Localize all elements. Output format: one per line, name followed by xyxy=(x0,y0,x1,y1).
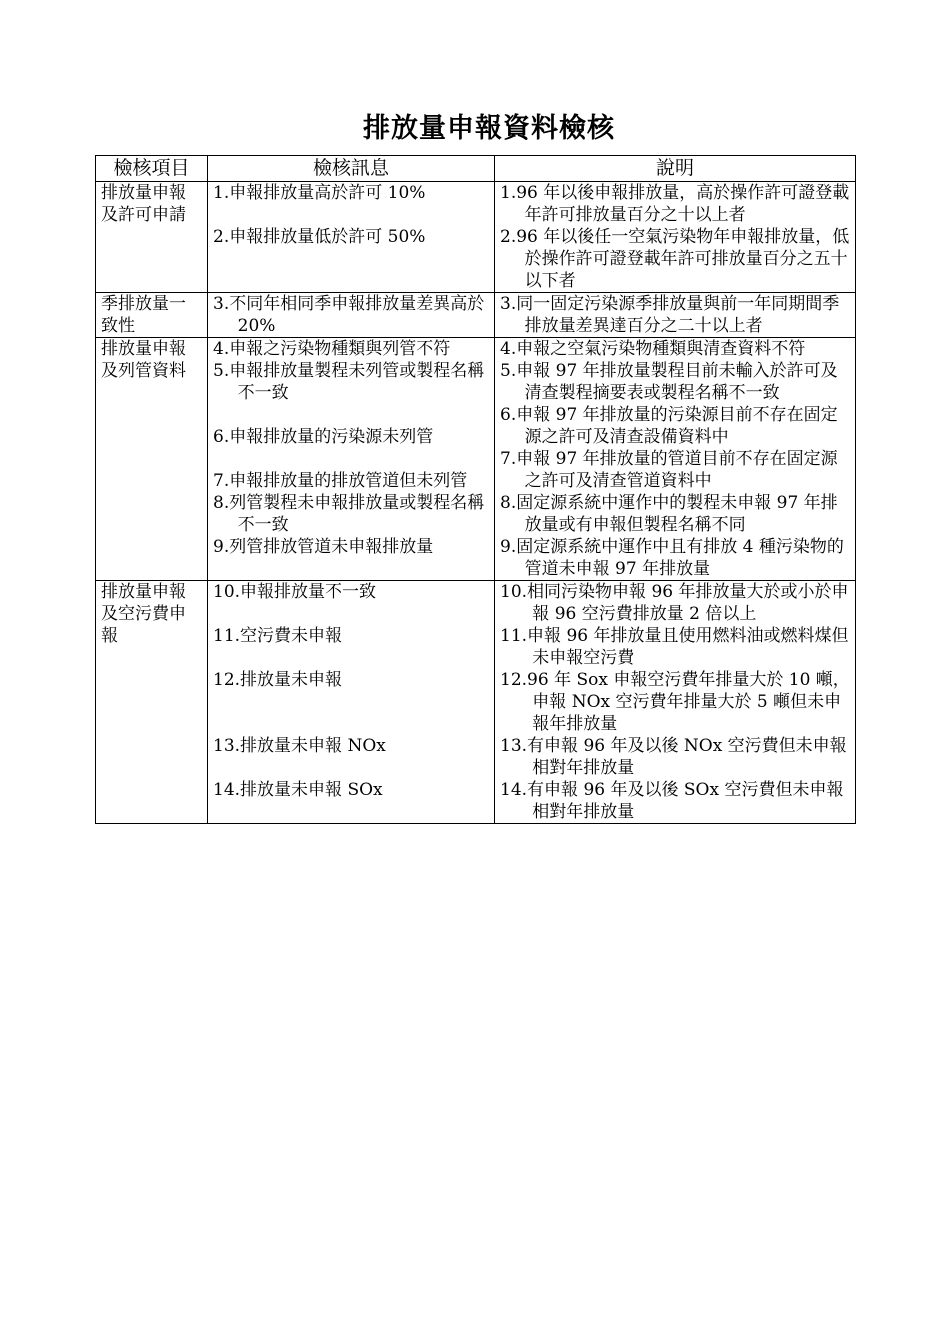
description-entry: 14.有申報 96 年及以後 SOx 空污費但未申報相對年排放量 xyxy=(500,780,844,822)
description-entry: 8.固定源系統中運作中的製程未申報 97 年排放量或有申報但製程名稱不同 xyxy=(500,493,838,535)
page-title: 排放量申報資料檢核 xyxy=(363,113,615,144)
row-message-cell xyxy=(208,338,495,581)
description-entry: 13.有申報 96 年及以後 NOx 空污費但未申報相對年排放量 xyxy=(500,736,847,778)
description-entry: 10.相同污染物申報 96 年排放量大於或小於申報 96 空污費排放量 2 倍以上 xyxy=(500,582,849,624)
row-description-cell xyxy=(495,293,856,338)
message-entry: 5.申報排放量製程未列管或製程名稱不一致 xyxy=(213,361,485,403)
message-entry: 11.空污費未申報 xyxy=(213,626,343,646)
row-description-cell xyxy=(495,182,856,293)
row-message-cell xyxy=(208,581,495,824)
description-entry: 12.96 年 Sox 申報空污費年排量大於 10 噸，申報 NOx 空污費年排量大於 5 噸但未申報年排放量 xyxy=(500,670,850,734)
table-row xyxy=(96,338,856,581)
row-message-cell xyxy=(208,182,495,293)
header-description: 說明 xyxy=(495,156,856,182)
message-entry: 10.申報排放量不一致 xyxy=(213,582,377,602)
description-entry: 5.申報 97 年排放量製程目前未輸入於許可及清查製程摘要表或製程名稱不一致 xyxy=(500,361,838,403)
table-row xyxy=(96,581,856,824)
row-item-cell: 排放量申報及空污費申報 xyxy=(96,581,208,824)
message-entry: 3.不同年相同季申報排放量差異高於 20% xyxy=(213,294,485,336)
message-entry: 13.排放量未申報 NOx xyxy=(213,736,386,756)
message-entry: 4.申報之污染物種類與列管不符 xyxy=(213,339,451,359)
message-entry: 7.申報排放量的排放管道但未列管 xyxy=(213,471,468,491)
description-entry: 11.申報 96 年排放量且使用燃料油或燃料煤但未申報空污費 xyxy=(500,626,849,668)
header-item: 檢核項目 xyxy=(96,156,208,182)
message-entry: 9.列管排放管道未申報排放量 xyxy=(213,537,434,557)
description-entry: 4.申報之空氣污染物種類與清查資料不符 xyxy=(500,339,806,359)
message-entry: 8.列管製程未申報排放量或製程名稱不一致 xyxy=(213,493,485,535)
header-message: 檢核訊息 xyxy=(208,156,495,182)
row-message-cell xyxy=(208,293,495,338)
row-item-cell: 季排放量一致性 xyxy=(96,293,208,338)
description-entry: 2.96 年以後任一空氣污染物年申報排放量，低於操作許可證登載年許可排放量百分之五十以下者 xyxy=(500,227,850,291)
check-table xyxy=(95,155,856,824)
message-entry: 12.排放量未申報 xyxy=(213,670,343,690)
table-row xyxy=(96,182,856,293)
message-entry: 1.申報排放量高於許可 10% xyxy=(213,183,426,203)
description-entry: 1.96 年以後申報排放量，高於操作許可證登載年許可排放量百分之十以上者 xyxy=(500,183,850,225)
row-description-cell xyxy=(495,581,856,824)
description-entry: 7.申報 97 年排放量的管道目前不存在固定源之許可及清查管道資料中 xyxy=(500,449,838,491)
message-entry: 14.排放量未申報 SOx xyxy=(213,780,383,800)
description-entry: 6.申報 97 年排放量的污染源目前不存在固定源之許可及清查設備資料中 xyxy=(500,405,838,447)
message-entry: 6.申報排放量的污染源未列管 xyxy=(213,427,434,447)
description-entry: 3.同一固定污染源季排放量與前一年同期間季排放量差異達百分之二十以上者 xyxy=(500,294,840,336)
row-item-cell: 排放量申報及許可申請 xyxy=(96,182,208,293)
message-entry: 2.申報排放量低於許可 50% xyxy=(213,227,426,247)
row-description-cell xyxy=(495,338,856,581)
table-header-row xyxy=(96,156,856,182)
table-row xyxy=(96,293,856,338)
row-item-cell: 排放量申報及列管資料 xyxy=(96,338,208,581)
description-entry: 9.固定源系統中運作中且有排放 4 種污染物的管道未申報 97 年排放量 xyxy=(500,537,844,579)
